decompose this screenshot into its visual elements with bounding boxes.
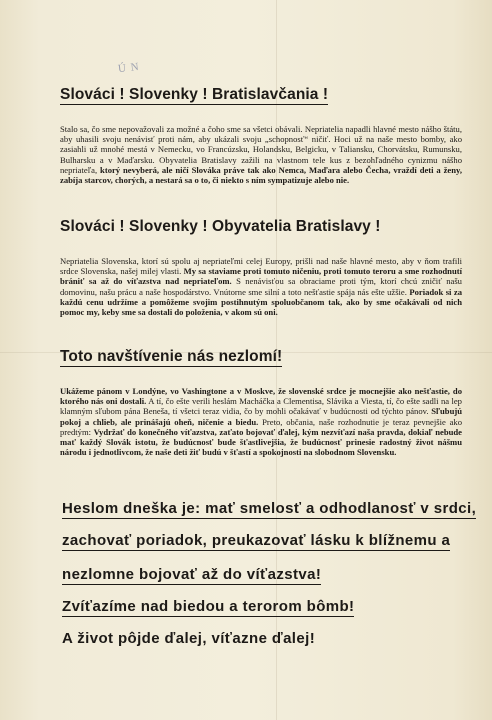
paragraph-resolve: Ukážeme pánom v Londýne, vo Vashingtone a v Moskve, že slovenské srdce je mocnejšie ako nešťastie, do ktorého nás oni dostali. A tí, čo ešte verili heslám Macháčka a Clementisa, Slávika a Viesta, tí, čo ešte sadli na lep klamným sľubom pána Beneša, tí všetci teraz vidia, čo by mohli očakávať v budúcnosti od týchto pánov. Sľubujú pokoj a chlieb, ale prinášajú oheň, ničenie a biedu. Preto, občania, naše rozhodnutie je teraz pevnejšie ako predtým: Vydržať do konečného víťazstva, zaťato bojovať ďalej, kým nezvíťazí naša pravda, dokiaľ nebude mať každý Slovák istotu, že budúcnosť bude šťastlivejšia, že budúcnosť prinesie radostný život nášmu národu i jednotlivcom, že naše deti žiť budú v šťastí a spokojnosti na slobodnom Slovensku. [60, 386, 462, 458]
heading-nezlomi: Toto navštívenie nás nezlomí! [60, 348, 283, 365]
slogan-line-5: A život pôjde ďalej, víťazne ďalej! [62, 630, 316, 647]
heading-obyvatelia: Slováci ! Slovenky ! Obyvatelia Bratislavy ! [60, 218, 381, 235]
slogan-line-3: nezlomne bojovať až do víťazstva! [62, 566, 322, 583]
paragraph-enemies: Nepriatelia Slovenska, ktorí sú spolu aj nepriateľmi celej Europy, prišli nad naše hlavné mesto, aby v ňom trafili srdce Slovenska, našej milej vlasti. My sa staviame proti tomuto ničeniu, proti tomuto teroru a sme rozhodnutí brániť sa až do víťazstva nad nepriateľom. S nenávisťou sa obraciame proti tým, ktorí chcú zničiť našu domovinu, našu prácu a naše hospodárstvo. Vnútorne sme silní a toto nešťastie spája nás ešte užšie. Poriadok si za každú cenu udržíme a pomôžeme svojim postihnutým spoluobčanom tak, ako by sme očakávali od nich pomoc my, keby sme sa dostali do položenia, v akom sú oni. [60, 256, 462, 318]
heading-bratislavcania: Slováci ! Slovenky ! Bratislavčania ! [60, 86, 329, 103]
slogan-line-1: Heslom dneška je: mať smelosť a odhodlanosť v srdci, [62, 500, 477, 517]
faint-stamp-mark: Ú N [117, 60, 141, 76]
slogan-line-4: Zvíťazíme nad biedou a terorom bômb! [62, 598, 355, 615]
paragraph-attack: Stalo sa, čo sme nepovažovali za možné a čoho sme sa všetci obávali. Nepriatelia napadli hlavné mesto nášho štátu, aby uhasili svoju nenávisť proti nám, aby ukázali svoju „schopnosť“ ničiť. Hoci už na naše mesto bomby, ako zasiahli už mnohé mestá v Nemecku, vo Francúzsku, Holandsku, Belgicku, v Taliansku, Chorvátsku, Rumunsku, Bulharsku a v Maďarsku. Obyvatelia Bratislavy zažili na vlastnom tele kus z bezohľadného cynizmu nášho nepriateľa, ktorý nevyberá, ale ničí Slováka práve tak ako Nemca, Maďara alebo Čecha, vraždí deti a ženy, zabíja starcov, chorých, a nestará sa o to, či niekto s ním sympatizuje alebo nie. [60, 124, 462, 186]
slogan-line-2: zachovať poriadok, preukazovať lásku k blížnemu a [62, 532, 451, 549]
